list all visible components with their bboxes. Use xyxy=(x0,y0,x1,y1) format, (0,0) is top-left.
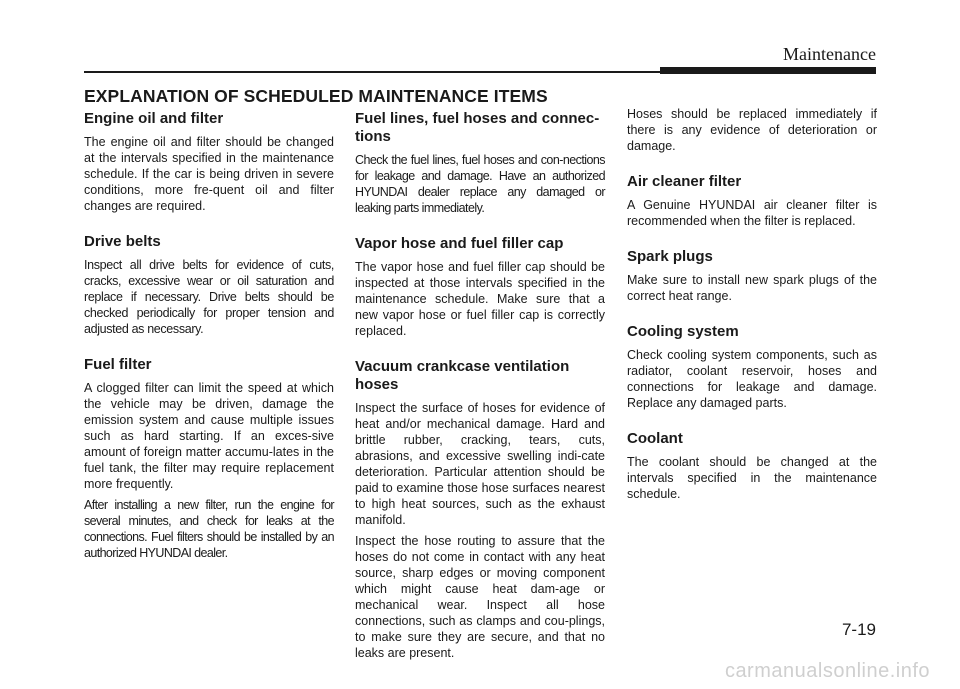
header-rule xyxy=(84,71,660,73)
crankcase-hoses-section xyxy=(355,358,605,661)
section-heading: Fuel filter xyxy=(84,356,152,373)
section-heading: Air cleaner filter xyxy=(627,173,742,190)
air-cleaner-section xyxy=(627,173,877,229)
vapor-hose-section xyxy=(355,235,605,339)
column-1 xyxy=(84,110,334,580)
section-text: Check cooling system components, such as radiator, coolant reservoir, hoses and connections for leakage and damage. Replace any damaged parts. xyxy=(627,348,877,410)
watermark: carmanualsonline.info xyxy=(724,660,930,682)
cooling-system-section xyxy=(627,323,877,411)
page-number: 7-19 xyxy=(841,620,876,639)
section-text: A Genuine HYUNDAI air cleaner filter is recommended when the filter is replaced. xyxy=(627,198,877,228)
section-title: EXPLANATION OF SCHEDULED MAINTENANCE ITEMS xyxy=(84,86,548,106)
section-text: A clogged filter can limit the speed at which the vehicle may be driven, damage the emission system and cause multiple issues such as hard starting. If an exces-sive amount of foreign matter accumu-lates in the fuel tank, the filter may require replacement more frequently. xyxy=(84,381,334,491)
section-heading: Cooling system xyxy=(627,323,739,340)
fuel-lines-section xyxy=(355,110,605,216)
section-heading: Engine oil and filter xyxy=(84,110,224,127)
coolant-section xyxy=(627,430,877,502)
section-text: Inspect all drive belts for evidence of cuts, cracks, excessive wear or oil saturation and replace if necessary. Drive belts should be checked periodically for proper tension and adjusted as necessary. xyxy=(84,258,334,336)
header-rule-accent xyxy=(660,67,876,74)
page-header-title: Maintenance xyxy=(783,44,876,64)
section-text: Inspect the hose routing to assure that the hoses do not come in contact with any heat source, sharp edges or moving component which might cause heat dam-age or mechanical wear. Inspect all hose connections, such as clamps and cou-plings, to make sure they are secure, and that no leaks are present. xyxy=(355,534,605,660)
column-3 xyxy=(627,106,877,521)
section-text: Inspect the surface of hoses for evidence of heat and/or mechanical damage. Hard and brittle rubber, cracking, tears, cuts, abrasions, and excessive swelling indi-cate deterioration. Particular attention should be paid to examine those hose surfaces nearest to high heat sources, such as the exhaust manifold. xyxy=(355,401,605,527)
section-heading: Vapor hose and fuel filler cap xyxy=(355,235,564,252)
spark-plugs-section xyxy=(627,248,877,304)
section-heading: Coolant xyxy=(627,430,683,447)
section-text: Make sure to install new spark plugs of the correct heat range. xyxy=(627,273,877,303)
section-heading: Spark plugs xyxy=(627,248,713,265)
section-heading: Drive belts xyxy=(84,233,161,250)
section-heading: Fuel lines, fuel hoses and connec-tions xyxy=(355,110,600,145)
section-text: Hoses should be replaced immediately if there is any evidence of deterioration or damage. xyxy=(627,107,877,153)
section-text: The vapor hose and fuel filler cap should be inspected at those intervals specified in the maintenance schedule. Make sure that a new vapor hose or fuel filler cap is correctly replaced. xyxy=(355,260,605,338)
section-text: After installing a new filter, run the engine for several minutes, and check for leaks at the connections. Fuel filters should be installed by an authorized HYUNDAI dealer. xyxy=(84,498,334,560)
section-heading: Vacuum crankcase ventilation hoses xyxy=(355,358,570,393)
section-text: The coolant should be changed at the intervals specified in the maintenance schedule. xyxy=(627,455,877,501)
column-2 xyxy=(355,110,605,680)
section-text: The engine oil and filter should be changed at the intervals specified in the maintenance schedule. If the car is being driven in severe conditions, more fre-quent oil and filter changes are required. xyxy=(84,135,334,213)
section-text: Check the fuel lines, fuel hoses and con-nections for leakage and damage. Have an authorized HYUNDAI dealer replace any damaged or leaking parts immediately. xyxy=(355,153,605,215)
drive-belts-section xyxy=(84,233,334,337)
fuel-filter-section xyxy=(84,356,334,561)
engine-oil-section xyxy=(84,110,334,214)
